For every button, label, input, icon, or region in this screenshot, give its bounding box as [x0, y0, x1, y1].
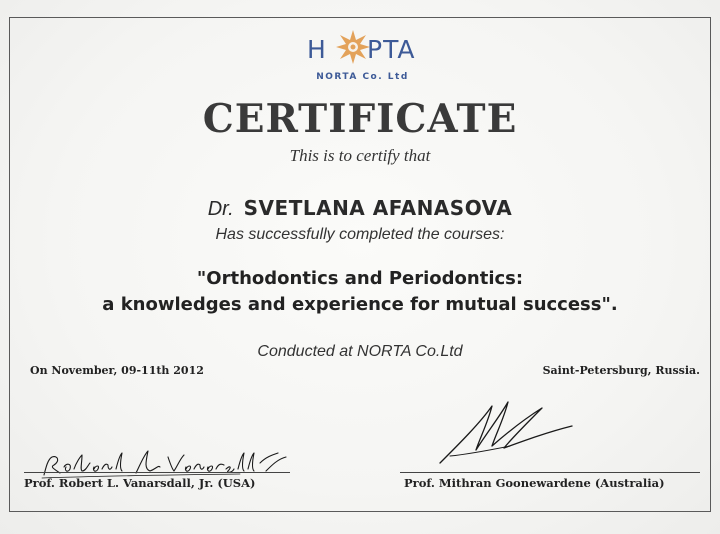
- certificate-title: CERTIFICATE: [202, 96, 518, 142]
- norta-logo: [305, 27, 420, 87]
- logo-left-letters: H: [307, 35, 327, 64]
- conducted-text: Conducted at NORTA Co.Ltd: [257, 343, 463, 360]
- name-prefix: Dr.: [207, 198, 234, 220]
- recipient-line: [0, 196, 720, 221]
- logo-company-name: NORTA Co. Ltd: [316, 72, 409, 82]
- recipient-name: SVETLANA AFANASOVA: [243, 196, 513, 220]
- star-icon: [335, 29, 371, 65]
- certify-text: This is to certify that: [289, 146, 431, 165]
- completed-text: Has successfully completed the courses:: [215, 226, 505, 243]
- course-title-line-2: a knowledges and experience for mutual success".: [102, 294, 618, 315]
- course-title-line-1: "Orthodontics and Periodontics:: [196, 268, 524, 289]
- signatory-goonewardene: Prof. Mithran Goonewardene (Australia): [404, 476, 665, 490]
- course-location: Saint-Petersburg, Russia.: [542, 364, 700, 377]
- signature-line-right: [400, 472, 700, 473]
- signature-line-left: [24, 472, 290, 473]
- signatory-vanarsdall: Prof. Robert L. Vanarsdall, Jr. (USA): [24, 476, 256, 490]
- signature-goonewardene: [430, 388, 580, 470]
- logo-right-letters: PTA: [367, 35, 416, 64]
- certificate-border: [9, 17, 711, 512]
- logo-wordmark: [305, 27, 420, 71]
- course-date: On November, 09-11th 2012: [30, 364, 204, 377]
